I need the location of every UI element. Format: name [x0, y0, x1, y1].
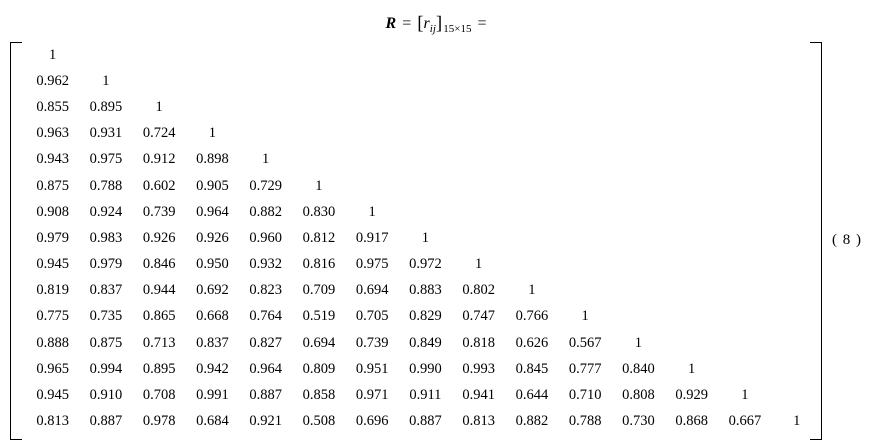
matrix-cell: 0.668 [196, 308, 229, 325]
matrix-cell-empty [452, 173, 505, 199]
matrix-cell: 0.708 [142, 387, 176, 404]
matrix-cell: 0.802 [462, 282, 495, 299]
matrix-cell: 0.962 [36, 72, 69, 89]
matrix-cell-empty [612, 225, 665, 251]
matrix-cell: 0.667 [728, 413, 762, 430]
matrix-cell-empty [239, 68, 292, 94]
matrix-cell-empty [399, 173, 452, 199]
matrix-cell-empty [239, 94, 292, 120]
matrix-cell-empty [399, 68, 452, 94]
matrix-row [26, 173, 822, 199]
matrix-cell: 0.694 [302, 334, 336, 351]
matrix-cell: 0.875 [89, 334, 123, 351]
matrix-cell-empty [718, 252, 771, 278]
matrix-cell: 0.965 [36, 360, 69, 377]
matrix-cell-empty [718, 173, 771, 199]
equation-number: ( 8 ) [832, 232, 862, 248]
matrix-cell: 0.837 [89, 282, 123, 299]
matrix-cell-empty [505, 199, 558, 225]
matrix-cell-empty [346, 121, 399, 147]
matrix-cell: 0.777 [568, 360, 602, 377]
matrix-cell: 0.972 [409, 256, 442, 273]
matrix-cell-empty [186, 94, 239, 120]
matrix-cell-empty [559, 42, 612, 68]
matrix-cell-empty [559, 147, 612, 173]
matrix-cell: 0.602 [142, 177, 176, 194]
matrix-row [26, 225, 822, 251]
matrix-cell-empty [399, 121, 452, 147]
matrix-cell-empty [559, 199, 612, 225]
matrix-cell-empty [665, 278, 718, 304]
matrix-cell: 1 [102, 72, 110, 89]
matrix-cell-empty [718, 356, 771, 382]
matrix-cell: 0.829 [409, 308, 442, 325]
matrix-cell: 1 [49, 46, 57, 63]
matrix-cell: 0.882 [249, 203, 282, 220]
bracket-open: [ [417, 13, 424, 34]
matrix-cell: 0.942 [196, 360, 229, 377]
matrix-cell-empty [399, 199, 452, 225]
matrix-cell-empty [239, 42, 292, 68]
matrix-cell: 0.519 [302, 308, 336, 325]
matrix-cell: 0.975 [89, 151, 123, 168]
matrix-cell-empty [718, 94, 771, 120]
matrix-cell-empty [505, 121, 558, 147]
matrix-cell: 0.729 [249, 177, 282, 194]
matrix-cell-empty [612, 199, 665, 225]
matrix-cell: 0.917 [355, 229, 389, 246]
matrix-cell-empty [505, 252, 558, 278]
matrix-cell-empty [718, 42, 771, 68]
matrix-cell-empty [292, 94, 345, 120]
matrix-cell: 0.735 [89, 308, 123, 325]
matrix-cell-empty [505, 225, 558, 251]
matrix-cell: 0.849 [409, 334, 442, 351]
matrix-cell-empty [665, 94, 718, 120]
matrix-cell: 0.808 [622, 387, 655, 404]
matrix-cell-empty [665, 121, 718, 147]
matrix-cell: 0.644 [515, 387, 549, 404]
matrix-cell: 0.865 [142, 308, 176, 325]
matrix-cell: 0.960 [249, 229, 282, 246]
matrix-row [26, 278, 822, 304]
matrix-row [26, 252, 822, 278]
matrix-cell-empty [665, 42, 718, 68]
matrix-cell-empty [452, 94, 505, 120]
matrix-cell: 0.887 [409, 413, 442, 430]
matrix-cell: 0.979 [89, 256, 123, 273]
matrix-cell: 0.819 [36, 282, 69, 299]
matrix-cell-empty [133, 42, 186, 68]
matrix-cell-empty [718, 304, 771, 330]
matrix-cell: 0.994 [89, 360, 123, 377]
matrix-cell-empty [718, 68, 771, 94]
matrix-cell-empty [665, 252, 718, 278]
matrix-cell: 0.875 [36, 177, 69, 194]
matrix-row [26, 356, 822, 382]
matrix-cell: 0.943 [36, 151, 69, 168]
matrix-cell: 0.887 [89, 413, 123, 430]
matrix-cell: 0.508 [302, 413, 336, 430]
matrix-cell-empty [505, 94, 558, 120]
matrix-cell: 0.990 [409, 360, 442, 377]
matrix-cell-empty [665, 173, 718, 199]
matrix-cell-empty [399, 42, 452, 68]
matrix-cell-empty [452, 147, 505, 173]
matrix-cell: 0.567 [568, 334, 602, 351]
matrix-cell-empty [346, 68, 399, 94]
matrix-cell-empty [612, 252, 665, 278]
matrix-cell: 1 [315, 177, 323, 194]
matrix-cell-empty [612, 278, 665, 304]
matrix-cell: 0.730 [622, 413, 655, 430]
equals-sign-2: = [477, 15, 487, 32]
matrix-cell-empty [452, 68, 505, 94]
matrix-row [26, 382, 822, 408]
matrix-cell: 0.713 [142, 334, 176, 351]
matrix-cell: 0.626 [515, 334, 549, 351]
matrix-cell: 1 [634, 334, 642, 351]
matrix-row [26, 94, 822, 120]
matrix-cell-empty [452, 225, 505, 251]
matrix-cell-empty [665, 147, 718, 173]
matrix-cell: 0.766 [515, 308, 549, 325]
matrix-cell-empty [718, 199, 771, 225]
matrix-cell-empty [718, 330, 771, 356]
matrix-cell: 0.944 [142, 282, 176, 299]
matrix-row [26, 42, 822, 68]
dimension-subscript: 15×15 [443, 23, 472, 35]
matrix-cell-empty [612, 42, 665, 68]
matrix-cell: 1 [208, 125, 216, 142]
matrix-cell: 0.991 [196, 387, 229, 404]
matrix-cell-empty [665, 225, 718, 251]
matrix-cell-empty [665, 330, 718, 356]
matrix-cell-empty [346, 173, 399, 199]
matrix-cell-empty [239, 121, 292, 147]
matrix-cell: 0.694 [355, 282, 389, 299]
matrix-cell: 0.926 [196, 229, 229, 246]
matrix-cell: 0.910 [89, 387, 123, 404]
matrix-cell: 0.882 [515, 413, 549, 430]
matrix-cell: 0.818 [462, 334, 495, 351]
matrix-cell: 0.705 [355, 308, 389, 325]
matrix-cell-empty [665, 304, 718, 330]
matrix-cell: 0.945 [36, 256, 69, 273]
matrix-cell-empty [612, 121, 665, 147]
matrix-cell-empty [399, 147, 452, 173]
matrix-cell: 1 [475, 256, 483, 273]
matrix-cell-empty [559, 94, 612, 120]
matrix-cell: 0.816 [302, 256, 336, 273]
equation-header [0, 14, 878, 39]
matrix-cell: 0.855 [36, 98, 69, 115]
matrix-cell: 0.895 [142, 360, 176, 377]
matrix-cell-empty [612, 304, 665, 330]
matrix-cell-empty [559, 278, 612, 304]
matrix-cell: 0.858 [302, 387, 336, 404]
matrix-cell-empty [452, 121, 505, 147]
matrix-cell-empty [559, 225, 612, 251]
matrix-cell-empty [612, 147, 665, 173]
matrix-cell: 1 [741, 387, 749, 404]
matrix-cell-empty [346, 94, 399, 120]
matrix-right-bracket [810, 42, 822, 440]
matrix-cell-empty [505, 42, 558, 68]
matrix-cell: 0.813 [36, 413, 69, 430]
matrix-cell: 0.945 [36, 387, 69, 404]
matrix-cell: 0.883 [409, 282, 442, 299]
matrix-cell: 1 [155, 98, 163, 115]
matrix-cell: 0.739 [142, 203, 176, 220]
matrix-cell: 0.983 [89, 229, 123, 246]
matrix-cell: 0.888 [36, 334, 69, 351]
matrix-cell: 0.926 [142, 229, 176, 246]
matrix-cell: 0.788 [568, 413, 602, 430]
matrix-cell: 0.898 [196, 151, 229, 168]
matrix-cell: 0.964 [249, 360, 282, 377]
matrix-row [26, 121, 822, 147]
matrix-cell: 1 [262, 151, 270, 168]
matrix-cell: 0.830 [302, 203, 336, 220]
matrix-cell-empty [186, 68, 239, 94]
matrix-cell: 0.950 [196, 256, 229, 273]
matrix-cell-empty [292, 42, 345, 68]
matrix-cell: 0.846 [142, 256, 176, 273]
matrix-cell: 0.724 [142, 125, 176, 142]
matrix-cell: 0.921 [249, 413, 282, 430]
matrix-row [26, 199, 822, 225]
matrix-container [10, 40, 822, 440]
matrix-cell: 0.905 [196, 177, 229, 194]
matrix-cell: 0.979 [36, 229, 69, 246]
matrix-cell: 0.684 [196, 413, 229, 430]
equals-sign-1: = [402, 15, 412, 32]
matrix-cell: 0.692 [196, 282, 229, 299]
matrix-cell: 0.709 [302, 282, 336, 299]
matrix-cell: 0.993 [462, 360, 495, 377]
matrix-row [26, 330, 822, 356]
matrix-cell: 0.975 [355, 256, 389, 273]
matrix-cell: 0.924 [89, 203, 123, 220]
matrix-row [26, 147, 822, 173]
matrix-cell: 0.845 [515, 360, 549, 377]
matrix-cell: 0.764 [249, 308, 282, 325]
matrix-cell: 0.823 [249, 282, 282, 299]
matrix-cell: 1 [421, 229, 429, 246]
matrix-cell-empty [186, 42, 239, 68]
matrix-cell-empty [612, 68, 665, 94]
matrix-left-bracket [10, 42, 22, 440]
matrix-cell-empty [718, 121, 771, 147]
matrix-cell: 0.941 [462, 387, 495, 404]
matrix-cell: 0.868 [675, 413, 708, 430]
matrix-cell-empty [665, 68, 718, 94]
matrix-cell: 0.912 [142, 151, 176, 168]
matrix-cell: 0.747 [462, 308, 495, 325]
matrix-cell: 0.971 [355, 387, 389, 404]
matrix-cell: 0.827 [249, 334, 282, 351]
matrix-cell: 0.788 [89, 177, 123, 194]
matrix-cell: 1 [368, 203, 376, 220]
matrix-cell: 0.775 [36, 308, 69, 325]
matrix-cell: 1 [581, 308, 589, 325]
matrix-cell-empty [346, 147, 399, 173]
matrix-cell-empty [665, 199, 718, 225]
matrix-row [26, 68, 822, 94]
matrix-cell: 0.696 [355, 413, 389, 430]
matrix-cell: 0.739 [355, 334, 389, 351]
matrix-cell: 0.895 [89, 98, 123, 115]
matrix-cell-empty [559, 173, 612, 199]
matrix-cell-empty [612, 173, 665, 199]
bracket-close: ] [435, 13, 443, 34]
matrix-table [26, 42, 822, 435]
matrix-cell: 1 [688, 360, 696, 377]
matrix-cell-empty [718, 225, 771, 251]
matrix-cell-empty [346, 42, 399, 68]
matrix-cell: 0.911 [409, 387, 442, 404]
matrix-row [26, 304, 822, 330]
matrix-row [26, 409, 822, 435]
matrix-cell: 0.812 [302, 229, 336, 246]
matrix-cell: 0.887 [249, 387, 282, 404]
matrix-cell: 1 [528, 282, 536, 299]
matrix-cell: 0.710 [568, 387, 602, 404]
matrix-cell: 0.840 [622, 360, 655, 377]
matrix-cell: 0.978 [142, 413, 176, 430]
matrix-cell-empty [505, 147, 558, 173]
matrix-cell-empty [79, 42, 132, 68]
matrix-cell: 0.908 [36, 203, 69, 220]
matrix-cell-empty [292, 68, 345, 94]
matrix-cell-empty [559, 121, 612, 147]
matrix-cell-empty [452, 199, 505, 225]
matrix-cell-empty [612, 94, 665, 120]
matrix-cell: 0.929 [675, 387, 708, 404]
matrix-cell-empty [452, 42, 505, 68]
matrix-cell-empty [505, 173, 558, 199]
matrix-cell: 0.963 [36, 125, 69, 142]
entry-symbol-r: r [423, 15, 430, 32]
matrix-cell-empty [505, 68, 558, 94]
matrix-cell: 0.931 [89, 125, 123, 142]
matrix-cell: 0.951 [355, 360, 389, 377]
matrix-cell-empty [292, 121, 345, 147]
matrix-cell: 0.809 [302, 360, 336, 377]
matrix-cell-empty [718, 278, 771, 304]
matrix-cell-empty [292, 147, 345, 173]
matrix-cell: 0.813 [462, 413, 495, 430]
matrix-cell-empty [559, 68, 612, 94]
matrix-cell-empty [718, 147, 771, 173]
matrix-cell: 0.964 [196, 203, 229, 220]
matrix-cell: 1 [793, 413, 801, 430]
matrix-cell: 0.932 [249, 256, 282, 273]
matrix-symbol-R: R [385, 15, 397, 32]
matrix-cell-empty [399, 94, 452, 120]
matrix-cell-empty [133, 68, 186, 94]
matrix-cell-empty [559, 252, 612, 278]
entry-subscript-ij: ij [429, 23, 436, 35]
matrix-cell: 0.837 [196, 334, 229, 351]
